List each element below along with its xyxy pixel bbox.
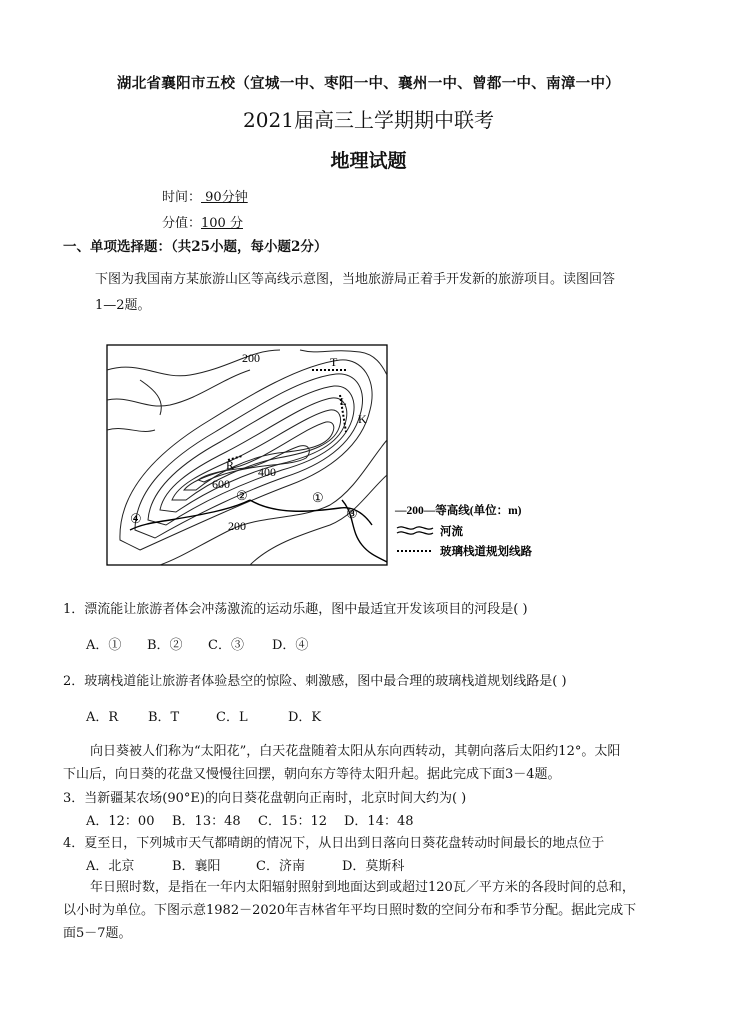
q2-option-b: B．T [148,710,180,725]
q4-option-a: A．北京 [86,859,135,874]
q3-stem: 3．当新疆某农场(90°E)的向日葵花盘朝向正南时，北京时间大约为( ) [63,791,467,806]
time-value: 90分钟 [201,190,248,205]
q2-option-c: C．L [216,710,248,725]
intro2-line1: 向日葵被人们称为“太阳花”，白天花盘随着太阳从东向西转动，其朝向落后太阳约12°。太阳 [90,744,621,759]
label-n3: ③ [346,506,358,521]
time-label: 时间： [162,190,202,205]
intro3-line1: 年日照时数，是指在一年内太阳辐射照射到地面达到或超过120瓦／平方米的各段时间的总和， [90,880,635,895]
score-value: 100 分 [201,216,243,231]
q2-options [86,706,321,725]
intro2-line2: 下山后，向日葵的花盘又慢慢往回摆，朝向东方等待太阳升起。据此完成下面3－4题。 [63,767,561,782]
q3-option-c: C．15：12 [258,814,328,829]
contour-map-figure [100,340,550,570]
label-n2: ② [236,488,248,503]
time-line [162,186,248,205]
label-T: T [330,355,338,369]
intro3-line2: 以小时为单位。下图示意1982－2020年吉林省年平均日照时数的空间分布和季节分配。据此完成下 [63,903,637,918]
label-K: K [358,412,367,426]
label-n4: ④ [130,511,142,526]
q4-option-c: C．济南 [256,859,305,874]
q1-option-d: D．④ [272,638,309,653]
legend-river: 河流 [440,526,463,538]
legend-river-swatch [397,527,433,529]
contour-lines [107,350,387,565]
q3-option-a: A．12：00 [86,814,155,829]
label-c200a: 200 [242,351,260,365]
label-c400: 400 [258,465,276,479]
label-c600: 600 [212,477,230,491]
label-R: R [226,458,235,472]
label-c200b: 200 [228,519,246,533]
q2-option-d: D．K [288,710,322,725]
q4-options [86,855,404,874]
q3-option-b: B．13：48 [172,814,241,829]
q4-option-b: B．襄阳 [172,859,221,874]
q2-stem: 2．玻璃栈道能让旅游者体验悬空的惊险、刺激感，图中最合理的玻璃栈道规划线路是( ) [63,674,567,689]
school-header: 湖北省襄阳市五校（宜城一中、枣阳一中、襄州一中、曾都一中、南漳一中） [116,75,621,92]
subject-title: 地理试题 [330,150,407,172]
q4-stem: 4．夏至日，下列城市天气都晴朗的情况下，从日出到日落向日葵花盘转动时间最长的地点位于 [63,836,605,851]
intro3-line3: 面5－7题。 [63,926,132,941]
exam-title: 2021届高三上学期期中联考 [243,108,494,132]
q1-options [86,634,308,653]
legend-contour: —200—等高线(单位：m) [395,505,522,517]
score-line [162,212,243,231]
q4-option-d: D．莫斯科 [342,859,405,874]
legend-route: 玻璃栈道规划线路 [440,546,532,558]
intro1-line2: 1—2题。 [95,298,151,313]
q1-stem: 1．漂流能让旅游者体会冲荡激流的运动乐趣，图中最适宜开发该项目的河段是( ) [63,602,528,617]
map-frame [107,345,387,565]
q3-option-d: D．14：48 [344,814,414,829]
q1-option-a: A．① [86,638,122,653]
q3-options [86,810,414,829]
section-heading: 一、单项选择题：（共25小题，每小题2分） [63,239,328,255]
q1-option-c: C．③ [208,638,244,653]
intro1-line1: 下图为我国南方某旅游山区等高线示意图，当地旅游局正着手开发新的旅游项目。读图回答 [95,272,616,287]
q1-option-b: B．② [147,638,183,653]
glass-routes [228,370,346,460]
label-L: L [340,396,347,408]
label-n1: ① [312,490,324,505]
q2-option-a: A．R [86,710,119,725]
contour-map [100,340,550,570]
score-label: 分值： [162,216,202,231]
